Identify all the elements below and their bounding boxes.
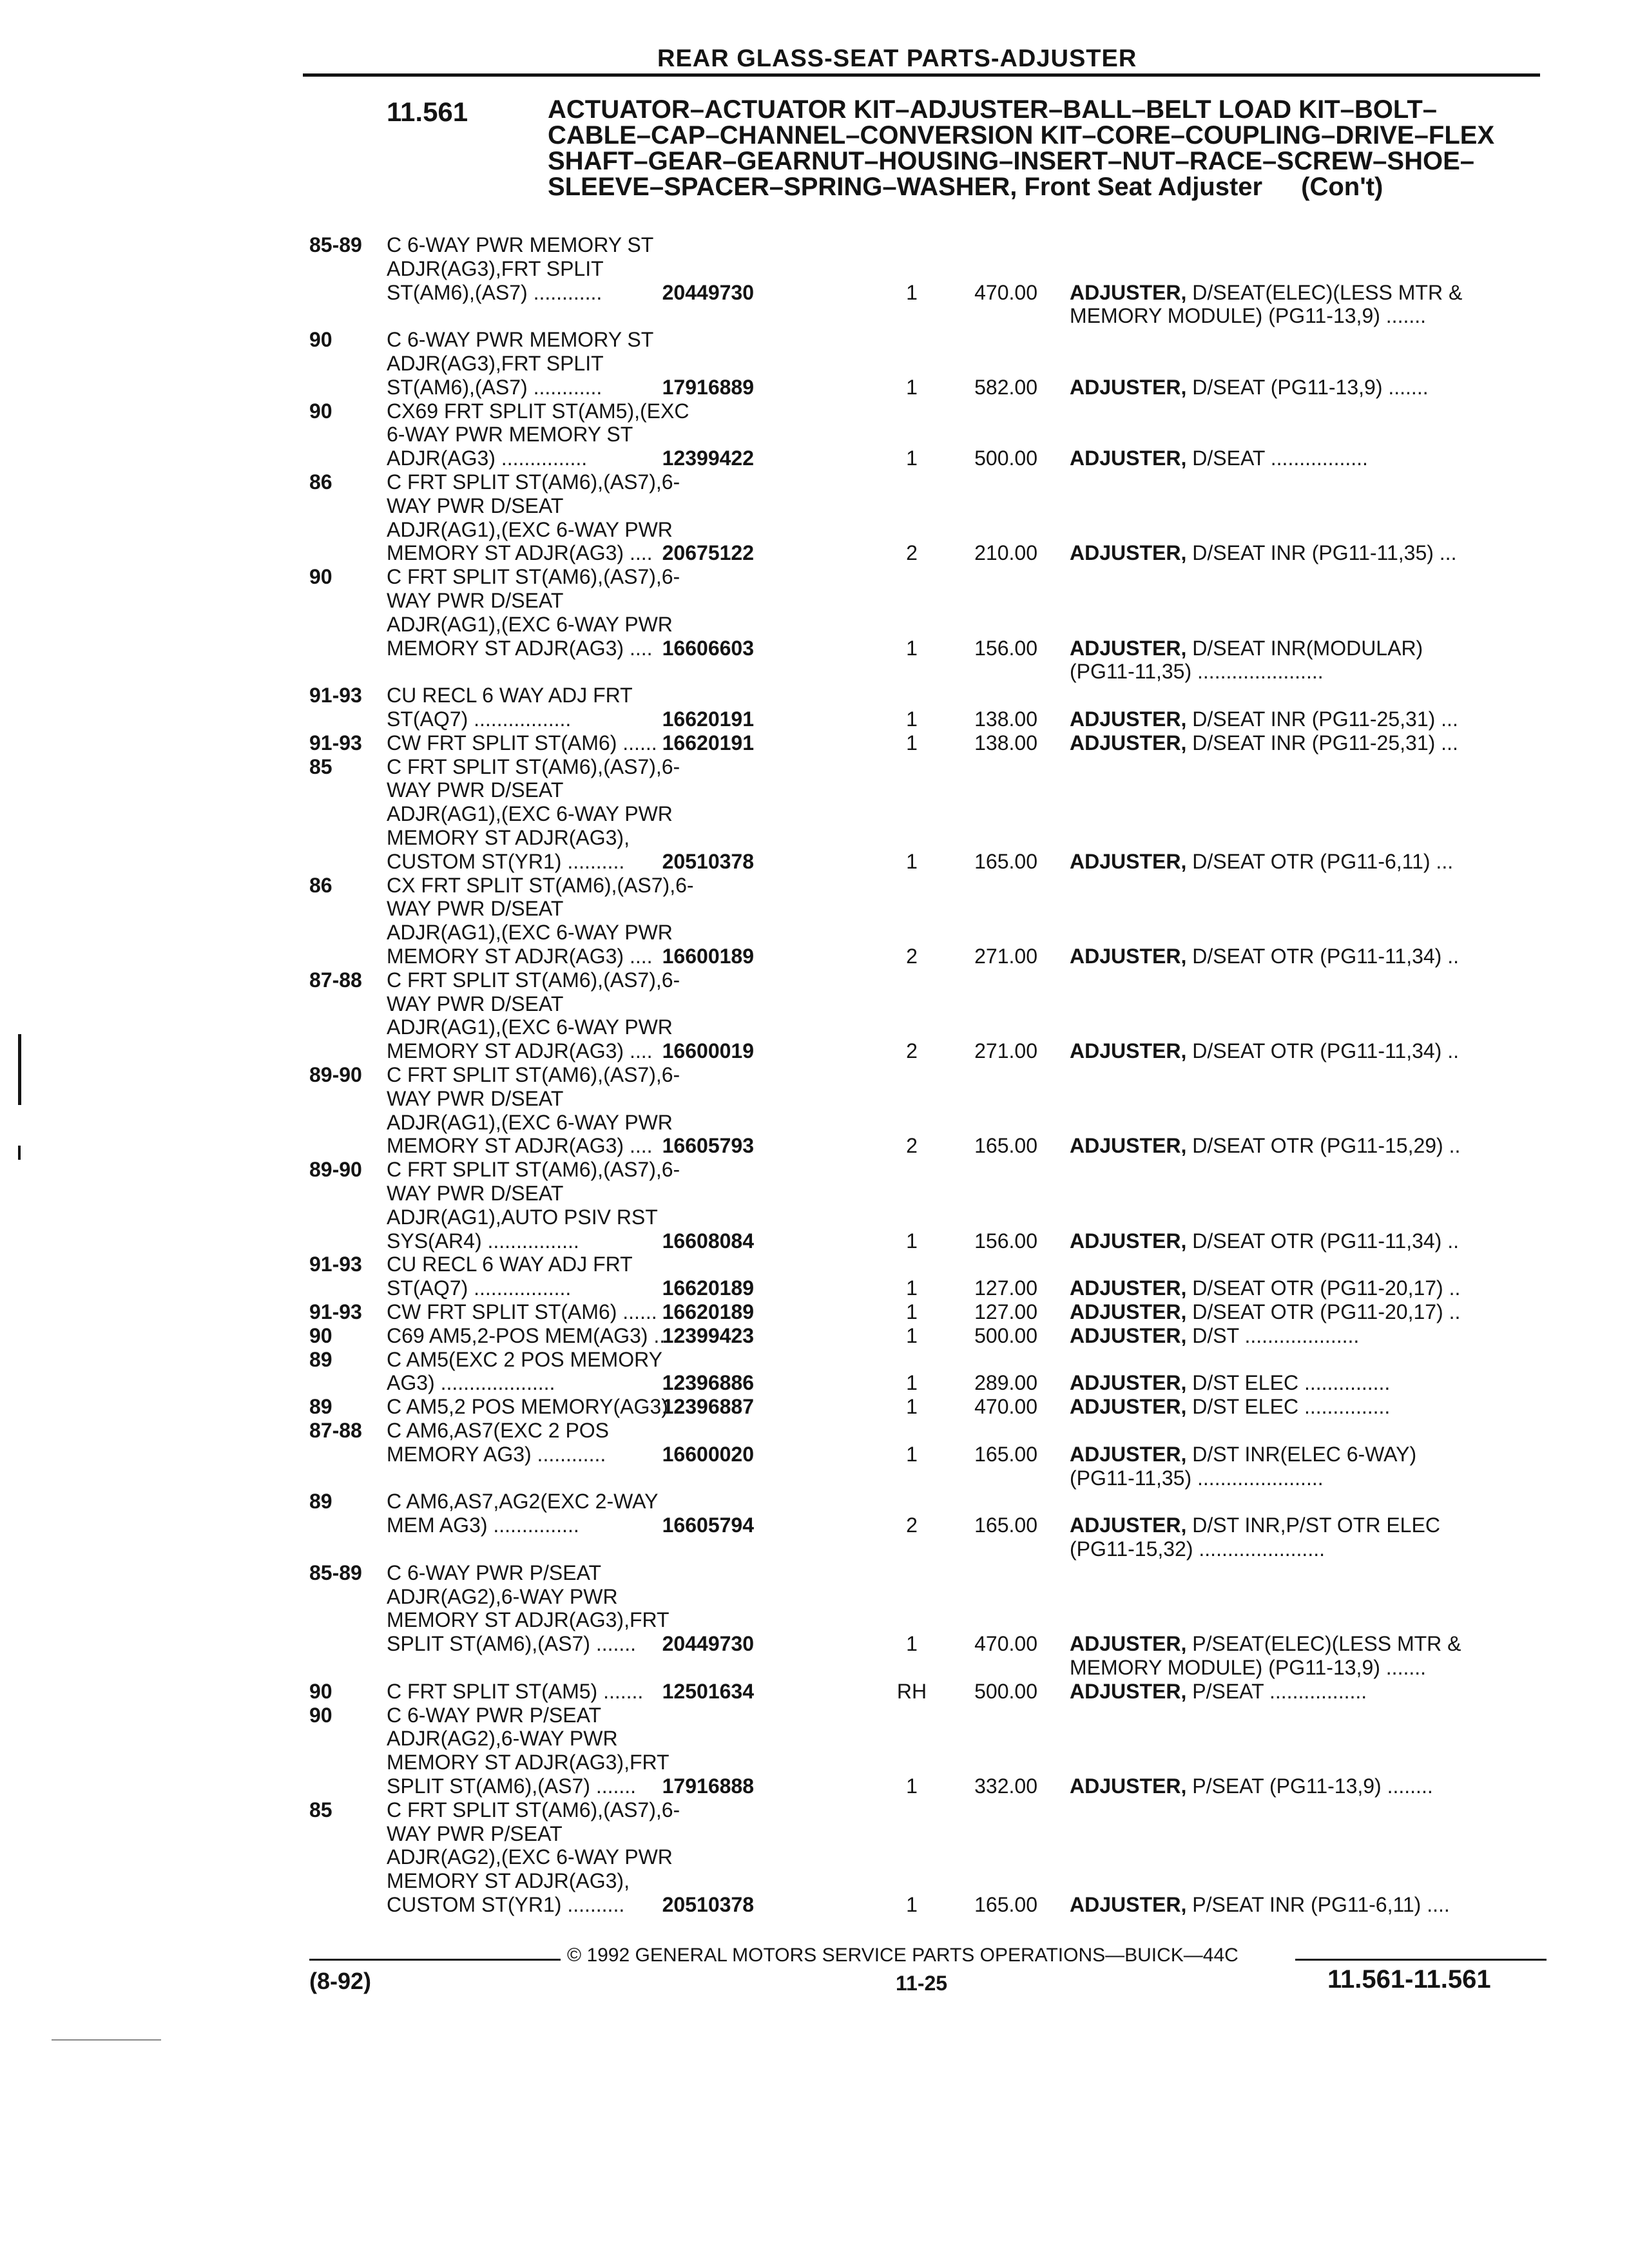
row-price: 156.00 (974, 1229, 1037, 1253)
row-description (1070, 637, 1547, 684)
footer-rule-right (1295, 1959, 1547, 1961)
row-price: 138.00 (974, 707, 1037, 731)
row-quantity: 1 (906, 1893, 918, 1916)
row-description-head: ADJUSTER, (1070, 1371, 1187, 1395)
row-year: 89 (309, 1490, 333, 1514)
table-row (309, 1253, 1547, 1300)
row-description-text: D/SEAT ................. (1192, 447, 1368, 470)
row-description (1070, 1276, 1547, 1300)
row-application: C FRT SPLIT ST(AM5) ....... (387, 1679, 644, 1703)
row-description-head: ADJUSTER, (1070, 1134, 1187, 1158)
table-row (309, 1561, 1547, 1680)
row-year: 89-90 (309, 1063, 362, 1086)
row-description (1070, 707, 1547, 731)
row-application: C 6-WAY PWR P/SEAT ADJR(AG2),6-WAY PWR MEMORY ST ADJR(AG3),FRT SPLIT ST(AM6),(AS7) ....... (387, 1561, 670, 1656)
row-year: 86 (309, 470, 333, 494)
row-application: CW FRT SPLIT ST(AM6) ...... (387, 1300, 657, 1323)
row-description-head: ADJUSTER, (1070, 1442, 1187, 1466)
row-quantity: 1 (906, 707, 918, 731)
row-description-text: D/SEAT OTR (PG11-11,34) .. (1192, 1229, 1459, 1253)
table-row (309, 1158, 1547, 1253)
row-part-number: 20449730 (662, 280, 754, 304)
row-description-text: D/SEAT OTR (PG11-15,29) .. (1192, 1134, 1461, 1158)
row-description (1070, 1514, 1547, 1561)
row-part-number: 20510378 (662, 849, 754, 873)
row-description (1070, 1774, 1547, 1798)
row-description (1070, 1395, 1547, 1419)
row-description-text: D/ST ELEC ............... (1192, 1371, 1391, 1395)
row-quantity: 1 (906, 1323, 918, 1347)
row-year: 89-90 (309, 1158, 362, 1182)
row-description (1070, 1229, 1547, 1253)
row-application: C FRT SPLIT ST(AM6),(AS7),6- WAY PWR D/SEAT ADJR(AG1),(EXC 6-WAY PWR MEMORY ST ADJR(AG3) .... (387, 470, 680, 565)
section-title-text: ACTUATOR–ACTUATOR KIT–ADJUSTER–BALL–BELT LOAD KIT–BOLT–CABLE–CAP–CHANNEL–CONVERSION KIT–CORE–COUPLING–DRIVE–FLEX SHAFT–GEAR–GEARNUT–HOUSING–INSERT–NUT–RACE–SCREW–SHOE–SLEEVE–SPACER–SPRING–WASHER, Front Seat Adjuster (548, 95, 1495, 201)
table-row (309, 1300, 1547, 1324)
row-description (1070, 850, 1547, 874)
row-description (1070, 945, 1547, 968)
row-description-text: D/SEAT OTR (PG11-11,34) .. (1192, 944, 1459, 968)
row-application: C AM5(EXC 2 POS MEMORY AG3) .................... (387, 1347, 662, 1395)
row-description-head: ADJUSTER, (1070, 1892, 1187, 1916)
row-description-text: D/SEAT OTR (PG11-20,17) .. (1192, 1300, 1461, 1323)
row-application: C FRT SPLIT ST(AM6),(AS7),6- WAY PWR D/SEAT ADJR(AG1),(EXC 6-WAY PWR MEMORY ST ADJR(AG3), CUSTOM ST(YR1) .......... (387, 754, 680, 873)
row-application: C FRT SPLIT ST(AM6),(AS7),6- WAY PWR D/SEAT ADJR(AG1),(EXC 6-WAY PWR MEMORY ST ADJR(AG3) .... (387, 968, 680, 1063)
table-row (309, 1419, 1547, 1490)
row-part-number: 12399423 (662, 1323, 754, 1347)
row-year: 91-93 (309, 1300, 362, 1323)
table-row (309, 1348, 1547, 1396)
row-description-text: P/SEAT(ELEC)(LESS MTR & MEMORY MODULE) (PG11-13,9) ....... (1070, 1632, 1461, 1679)
row-application: C AM6,AS7(EXC 2 POS MEMORY AG3) ............ (387, 1419, 610, 1466)
row-application: C FRT SPLIT ST(AM6),(AS7),6- WAY PWR P/SEAT ADJR(AG2),(EXC 6-WAY PWR MEMORY ST ADJR(AG3), CUSTOM ST(YR1) .......... (387, 1798, 680, 1916)
row-description-head: ADJUSTER, (1070, 1514, 1187, 1537)
section-title (548, 97, 1514, 200)
table-row (309, 1324, 1547, 1348)
row-application: C AM6,AS7,AG2(EXC 2-WAY MEM AG3) ............... (387, 1490, 659, 1537)
row-description-text: D/ST .................... (1192, 1323, 1360, 1347)
row-description-head: ADJUSTER, (1070, 849, 1187, 873)
table-row (309, 1798, 1547, 1917)
row-description-text: D/SEAT INR (PG11-25,31) ... (1192, 707, 1458, 731)
row-application: CU RECL 6 WAY ADJ FRT ST(AQ7) ................. (387, 684, 633, 731)
row-price: 470.00 (974, 1395, 1037, 1419)
row-description-head: ADJUSTER, (1070, 1395, 1187, 1419)
row-quantity: 1 (906, 1632, 918, 1656)
footer-date: (8-92) (309, 1968, 372, 1994)
row-price: 500.00 (974, 447, 1037, 470)
row-price: 127.00 (974, 1276, 1037, 1300)
row-part-number: 12396886 (662, 1371, 754, 1395)
row-description-head: ADJUSTER, (1070, 1039, 1187, 1063)
page-header (303, 39, 1540, 77)
row-application: C AM5,2 POS MEMORY(AG3) . (387, 1395, 680, 1419)
row-quantity: 2 (906, 541, 918, 565)
row-year: 85-89 (309, 1561, 362, 1584)
row-description (1070, 1893, 1547, 1917)
row-quantity: 1 (906, 1774, 918, 1798)
copyright: © 1992 GENERAL MOTORS SERVICE PARTS OPERATIONS—BUICK—44C (567, 1945, 1239, 1966)
row-quantity: 1 (906, 447, 918, 470)
row-part-number: 17916888 (662, 1774, 754, 1798)
row-application: CX69 FRT SPLIT ST(AM5),(EXC 6-WAY PWR MEMORY ST ADJR(AG3) ............... (387, 399, 689, 470)
row-part-number: 20449730 (662, 1632, 754, 1656)
row-description-head: ADJUSTER, (1070, 944, 1187, 968)
page-title: REAR GLASS-SEAT PARTS-ADJUSTER (657, 45, 1137, 72)
row-price: 165.00 (974, 1442, 1037, 1466)
row-description-head: ADJUSTER, (1070, 1323, 1187, 1347)
table-row (309, 755, 1547, 874)
row-part-number: 16600019 (662, 1039, 754, 1063)
row-year: 91-93 (309, 684, 362, 707)
row-description (1070, 281, 1547, 329)
row-description-text: D/SEAT OTR (PG11-6,11) ... (1192, 849, 1454, 873)
row-description-text: D/SEAT INR (PG11-11,35) ... (1192, 541, 1457, 565)
row-description (1070, 1300, 1547, 1324)
footer-page-number: 11-25 (896, 1972, 948, 1995)
row-quantity: 1 (906, 1276, 918, 1300)
table-row (309, 328, 1547, 399)
row-year: 89 (309, 1347, 333, 1371)
row-description (1070, 1632, 1547, 1680)
row-description-text: P/SEAT (PG11-13,9) ........ (1192, 1774, 1433, 1798)
row-application: C FRT SPLIT ST(AM6),(AS7),6- WAY PWR D/SEAT ADJR(AG1),(EXC 6-WAY PWR MEMORY ST ADJR(AG3) .... (387, 565, 680, 660)
row-year: 91-93 (309, 731, 362, 754)
row-description-head: ADJUSTER, (1070, 541, 1187, 565)
row-price: 289.00 (974, 1371, 1037, 1395)
row-year: 91-93 (309, 1253, 362, 1276)
row-description-text: D/SEAT OTR (PG11-20,17) .. (1192, 1276, 1461, 1300)
table-row (309, 1490, 1547, 1561)
row-part-number: 12501634 (662, 1679, 754, 1703)
row-description (1070, 541, 1547, 565)
row-price: 138.00 (974, 731, 1037, 754)
row-year: 86 (309, 873, 333, 897)
row-quantity: 1 (906, 636, 918, 660)
row-part-number: 20510378 (662, 1893, 754, 1916)
table-row (309, 1704, 1547, 1798)
row-description-head: ADJUSTER, (1070, 731, 1187, 754)
row-price: 582.00 (974, 375, 1037, 399)
row-description (1070, 1443, 1547, 1490)
table-row (309, 1395, 1547, 1419)
row-year: 89 (309, 1395, 333, 1419)
row-description-text: D/SEAT (PG11-13,9) ....... (1192, 375, 1429, 399)
row-quantity: 1 (906, 1229, 918, 1253)
row-year: 90 (309, 399, 333, 423)
row-application: C 6-WAY PWR P/SEAT ADJR(AG2),6-WAY PWR MEMORY ST ADJR(AG3),FRT SPLIT ST(AM6),(AS7) ....... (387, 1703, 670, 1798)
table-row (309, 233, 1547, 328)
row-part-number: 16608084 (662, 1229, 754, 1253)
row-part-number: 12396887 (662, 1395, 754, 1419)
row-description-text: D/SEAT OTR (PG11-11,34) .. (1192, 1039, 1459, 1063)
row-quantity: 1 (906, 375, 918, 399)
row-quantity: 2 (906, 1039, 918, 1063)
table-row (309, 968, 1547, 1063)
row-quantity: 2 (906, 944, 918, 968)
row-price: 470.00 (974, 280, 1037, 304)
table-row (309, 565, 1547, 684)
header-rule (303, 73, 1540, 77)
row-description (1070, 1371, 1547, 1395)
row-description-head: ADJUSTER, (1070, 1774, 1187, 1798)
row-application: C FRT SPLIT ST(AM6),(AS7),6- WAY PWR D/SEAT ADJR(AG1),AUTO PSIV RST SYS(AR4) ................ (387, 1158, 680, 1253)
row-description (1070, 447, 1547, 470)
row-description-text: D/ST INR(ELEC 6-WAY) (PG11-11,35) ...................... (1070, 1442, 1417, 1490)
row-description-head: ADJUSTER, (1070, 636, 1187, 660)
row-description-text: D/SEAT INR (PG11-25,31) ... (1192, 731, 1458, 754)
row-quantity: 1 (906, 1371, 918, 1395)
table-row (309, 1063, 1547, 1158)
row-price: 332.00 (974, 1774, 1037, 1798)
row-part-number: 16620191 (662, 707, 754, 731)
row-price: 165.00 (974, 849, 1037, 873)
row-part-number: 16620189 (662, 1300, 754, 1323)
row-price: 500.00 (974, 1679, 1037, 1703)
row-description-head: ADJUSTER, (1070, 280, 1187, 304)
row-description (1070, 1134, 1547, 1158)
table-row (309, 1680, 1547, 1704)
row-description-text: P/SEAT INR (PG11-6,11) .... (1192, 1892, 1450, 1916)
row-application: C FRT SPLIT ST(AM6),(AS7),6- WAY PWR D/SEAT ADJR(AG1),(EXC 6-WAY PWR MEMORY ST ADJR(AG3) .... (387, 1063, 680, 1158)
row-part-number: 16606603 (662, 636, 754, 660)
row-quantity: 1 (906, 1442, 918, 1466)
row-part-number: 12399422 (662, 447, 754, 470)
scan-artifact (52, 2039, 161, 2041)
row-year: 90 (309, 328, 333, 352)
row-description (1070, 376, 1547, 399)
row-quantity: 2 (906, 1134, 918, 1158)
row-price: 156.00 (974, 636, 1037, 660)
row-year: 90 (309, 1679, 333, 1703)
row-year: 85 (309, 754, 333, 778)
row-quantity: 1 (906, 849, 918, 873)
row-application: CU RECL 6 WAY ADJ FRT ST(AQ7) ................. (387, 1253, 633, 1300)
row-price: 210.00 (974, 541, 1037, 565)
row-description (1070, 1039, 1547, 1063)
section-number: 11.561 (387, 97, 468, 127)
row-description (1070, 1324, 1547, 1348)
row-description (1070, 1680, 1547, 1704)
row-year: 87-88 (309, 968, 362, 992)
row-description-head: ADJUSTER, (1070, 1300, 1187, 1323)
margin-mark (18, 1034, 21, 1105)
row-part-number: 17916889 (662, 375, 754, 399)
row-application: C69 AM5,2-POS MEM(AG3) ... (387, 1323, 671, 1347)
row-application: CW FRT SPLIT ST(AM6) ...... (387, 731, 657, 754)
row-year: 85-89 (309, 233, 362, 256)
row-part-number: 16605793 (662, 1134, 754, 1158)
row-part-number: 16620191 (662, 731, 754, 754)
table-row (309, 470, 1547, 565)
row-description-head: ADJUSTER, (1070, 1276, 1187, 1300)
row-part-number: 20675122 (662, 541, 754, 565)
row-description-text: D/SEAT(ELEC)(LESS MTR & MEMORY MODULE) (PG11-13,9) ....... (1070, 280, 1463, 328)
footer-section-range: 11.561-11.561 (1327, 1965, 1491, 1994)
row-year: 85 (309, 1798, 333, 1821)
row-application: C 6-WAY PWR MEMORY ST ADJR(AG3),FRT SPLIT ST(AM6),(AS7) ............ (387, 233, 654, 304)
row-price: 470.00 (974, 1632, 1037, 1656)
row-part-number: 16620189 (662, 1276, 754, 1300)
row-description (1070, 731, 1547, 755)
row-price: 165.00 (974, 1514, 1037, 1537)
row-quantity: 1 (906, 280, 918, 304)
row-description-head: ADJUSTER, (1070, 1229, 1187, 1253)
row-year: 90 (309, 1323, 333, 1347)
row-description-head: ADJUSTER, (1070, 707, 1187, 731)
row-quantity: 2 (906, 1514, 918, 1537)
section-heading (387, 97, 1514, 232)
parts-table (309, 233, 1547, 1941)
row-quantity: 1 (906, 1300, 918, 1323)
row-year: 90 (309, 1703, 333, 1727)
row-application: CX FRT SPLIT ST(AM6),(AS7),6- WAY PWR D/SEAT ADJR(AG1),(EXC 6-WAY PWR MEMORY ST ADJR(AG3) .... (387, 873, 694, 968)
table-row (309, 399, 1547, 470)
row-application: C 6-WAY PWR MEMORY ST ADJR(AG3),FRT SPLIT ST(AM6),(AS7) ............ (387, 328, 654, 399)
row-price: 271.00 (974, 1039, 1037, 1063)
section-continued: (Con't) (1301, 173, 1383, 201)
table-row (309, 874, 1547, 968)
row-year: 90 (309, 565, 333, 589)
row-part-number: 16600020 (662, 1442, 754, 1466)
row-description-head: ADJUSTER, (1070, 447, 1187, 470)
row-price: 127.00 (974, 1300, 1037, 1323)
margin-mark (18, 1146, 21, 1160)
row-quantity: 1 (906, 731, 918, 754)
table-row (309, 684, 1547, 731)
table-row (309, 731, 1547, 755)
row-description-text: D/ST INR,P/ST OTR ELEC (PG11-15,32) ...................... (1070, 1514, 1440, 1561)
row-description-head: ADJUSTER, (1070, 375, 1187, 399)
footer-rule-left (309, 1959, 561, 1961)
row-description-text: D/SEAT INR(MODULAR) (PG11-11,35) ...................... (1070, 636, 1423, 684)
row-quantity: RH (896, 1679, 927, 1703)
row-price: 500.00 (974, 1323, 1037, 1347)
row-part-number: 16605794 (662, 1514, 754, 1537)
row-description-head: ADJUSTER, (1070, 1679, 1187, 1703)
row-quantity: 1 (906, 1395, 918, 1419)
row-part-number: 16600189 (662, 944, 754, 968)
row-price: 165.00 (974, 1134, 1037, 1158)
row-description-text: D/ST ELEC ............... (1192, 1395, 1391, 1419)
row-price: 271.00 (974, 944, 1037, 968)
row-year: 87-88 (309, 1419, 362, 1442)
row-description-text: P/SEAT ................. (1192, 1679, 1367, 1703)
row-description-head: ADJUSTER, (1070, 1632, 1187, 1656)
row-price: 165.00 (974, 1893, 1037, 1916)
